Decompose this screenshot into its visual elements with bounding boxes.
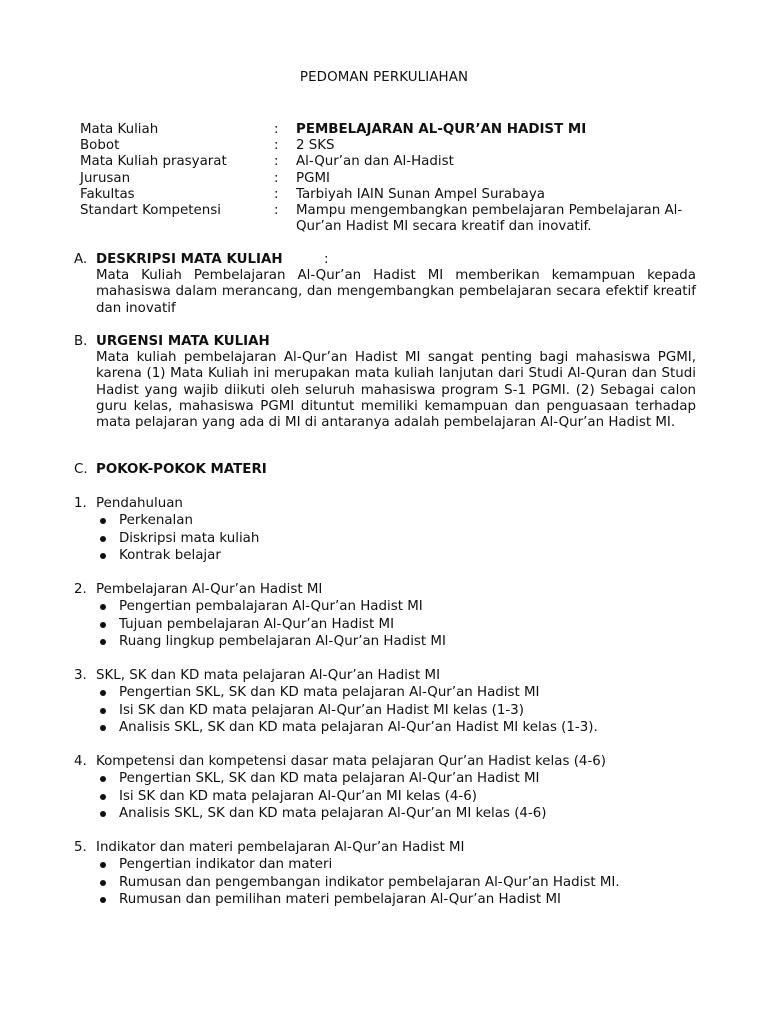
topic-bullet-list bbox=[96, 856, 620, 908]
bullet-icon bbox=[100, 639, 106, 645]
list-item bbox=[96, 633, 446, 650]
meta-value: PEMBELAJARAN AL-QUR’AN HADIST MI bbox=[296, 122, 587, 137]
meta-row-mata-kuliah bbox=[80, 122, 720, 138]
bullet-icon bbox=[100, 518, 106, 524]
list-item-text: Rumusan dan pemilihan materi pembelajaran Al-Qur’an Hadist MI bbox=[119, 892, 561, 908]
meta-row-standart-kompetensi bbox=[80, 202, 720, 235]
list-item bbox=[96, 770, 547, 787]
meta-label: Bobot bbox=[80, 138, 120, 154]
section-body: Mata Kuliah Pembelajaran Al-Qur’an Hadist MI memberikan kemampuan kepada mahasiswa dalam merancang, dan mengembangkan pembelajaran secara efektif kreatif dan inovatif bbox=[96, 268, 696, 316]
list-item bbox=[96, 598, 446, 615]
list-item-text: Rumusan dan pengembangan indikator pembelajaran Al-Qur’an Hadist MI. bbox=[119, 874, 620, 890]
meta-value: Al-Qur’an dan Al-Hadist bbox=[296, 154, 454, 170]
list-item-text: Pengertian SKL, SK dan KD mata pelajaran Al-Qur’an Hadist MI bbox=[119, 685, 540, 701]
list-item bbox=[96, 684, 598, 701]
bullet-icon bbox=[100, 536, 106, 542]
list-item-text: Perkenalan bbox=[119, 513, 193, 529]
topic-title: Kompetensi dan kompetensi dasar mata pelajaran Qur’an Hadist kelas (4-6) bbox=[96, 754, 607, 769]
list-item-text: Tujuan pembelajaran Al-Qur’an Hadist MI bbox=[119, 616, 395, 632]
list-item-text: Kontrak belajar bbox=[119, 548, 221, 564]
list-item bbox=[96, 702, 598, 719]
topic-title: Indikator dan materi pembelajaran Al-Qur’an Hadist MI bbox=[96, 840, 465, 855]
meta-colon: : bbox=[274, 122, 279, 137]
section-heading: DESKRIPSI MATA KULIAH bbox=[96, 252, 283, 267]
section-colon: : bbox=[324, 252, 329, 267]
list-item-text: Diskripsi mata kuliah bbox=[119, 530, 260, 546]
meta-label: Fakultas bbox=[80, 186, 135, 202]
list-item-text: Isi SK dan KD mata pelajaran Al-Qur’an Hadist MI kelas (1-3) bbox=[119, 702, 524, 718]
bullet-icon bbox=[100, 708, 106, 714]
list-item bbox=[96, 805, 547, 822]
meta-value: Mampu mengembangkan pembelajaran Pembelajaran Al-Qur’an Hadist MI secara kreatif dan inovatif. bbox=[296, 202, 683, 235]
list-item bbox=[96, 856, 620, 873]
meta-value: 2 SKS bbox=[296, 138, 335, 154]
list-item bbox=[96, 616, 446, 633]
topic-title: Pendahuluan bbox=[96, 496, 183, 511]
meta-colon: : bbox=[274, 170, 279, 186]
topic-number: 1. bbox=[74, 496, 87, 511]
list-item bbox=[96, 788, 547, 805]
list-item-text: Analisis SKL, SK dan KD mata pelajaran Al-Qur’an MI kelas (4-6) bbox=[119, 806, 547, 822]
list-item-text: Pengertian SKL, SK dan KD mata pelajaran Al-Qur’an Hadist MI bbox=[119, 771, 540, 787]
meta-row-fakultas bbox=[80, 187, 720, 203]
topic-number: 2. bbox=[74, 582, 87, 597]
topic-bullet-list bbox=[96, 770, 547, 822]
meta-value: PGMI bbox=[296, 170, 330, 186]
list-item bbox=[96, 512, 259, 529]
section-body: Mata kuliah pembelajaran Al-Qur’an Hadist MI sangat penting bagi mahasiswa PGMI, karena (1) Mata Kuliah ini merupakan mata kuliah lanjutan dari Studi Al-Quran dan Studi Hadist yang wajib diikuti oleh seluruh mahasiswa program S-1 PGMI. (2) Sebagai calon guru kelas, mahasiswa PGMI dituntut memiliki kemampuan dan penguasaan terhadap mata pelajaran yang ada di MI di antaranya adalah pembelajaran Al-Qur’an Hadist MI. bbox=[96, 350, 696, 430]
bullet-icon bbox=[100, 690, 106, 696]
bullet-icon bbox=[100, 553, 106, 559]
bullet-icon bbox=[100, 862, 106, 868]
section-heading: POKOK-POKOK MATERI bbox=[96, 462, 267, 477]
meta-value: Tarbiyah IAIN Sunan Ampel Surabaya bbox=[296, 186, 545, 202]
list-item bbox=[96, 530, 259, 547]
topic-number: 3. bbox=[74, 668, 87, 683]
list-item bbox=[96, 719, 598, 736]
topic-number: 5. bbox=[74, 840, 87, 855]
meta-row-jurusan bbox=[80, 171, 720, 187]
list-item bbox=[96, 891, 620, 908]
section-letter: B. bbox=[74, 334, 88, 349]
meta-row-prasyarat bbox=[80, 154, 720, 170]
meta-row-bobot bbox=[80, 138, 720, 154]
list-item-text: Pengertian indikator dan materi bbox=[119, 857, 333, 873]
meta-label: Jurusan bbox=[80, 170, 131, 186]
bullet-icon bbox=[100, 725, 106, 731]
bullet-icon bbox=[100, 794, 106, 800]
topic-title: Pembelajaran Al-Qur’an Hadist MI bbox=[96, 582, 323, 597]
meta-colon: : bbox=[274, 154, 279, 170]
bullet-icon bbox=[100, 897, 106, 903]
course-info-table bbox=[80, 122, 720, 235]
document-title: PEDOMAN PERKULIAHAN bbox=[299, 70, 469, 85]
list-item-text: Analisis SKL, SK dan KD mata pelajaran Al-Qur’an Hadist MI kelas (1-3). bbox=[119, 720, 598, 736]
topic-bullet-list bbox=[96, 598, 446, 650]
list-item bbox=[96, 547, 259, 564]
meta-label: Mata Kuliah bbox=[80, 122, 159, 137]
section-heading: URGENSI MATA KULIAH bbox=[96, 334, 270, 349]
bullet-icon bbox=[100, 811, 106, 817]
bullet-icon bbox=[100, 604, 106, 610]
list-item bbox=[96, 874, 620, 891]
bullet-icon bbox=[100, 776, 106, 782]
topic-bullet-list bbox=[96, 512, 259, 564]
section-letter: C. bbox=[74, 462, 88, 477]
section-letter: A. bbox=[74, 252, 88, 267]
meta-colon: : bbox=[274, 186, 279, 202]
list-item-text: Ruang lingkup pembelajaran Al-Qur’an Hadist MI bbox=[119, 634, 446, 650]
meta-colon: : bbox=[274, 138, 279, 154]
meta-label: Standart Kompetensi bbox=[80, 202, 221, 218]
bullet-icon bbox=[100, 622, 106, 628]
meta-label: Mata Kuliah prasyarat bbox=[80, 154, 227, 170]
topic-title: SKL, SK dan KD mata pelajaran Al-Qur’an Hadist MI bbox=[96, 668, 441, 683]
list-item-text: Isi SK dan KD mata pelajaran Al-Qur’an MI kelas (4-6) bbox=[119, 788, 477, 804]
topic-bullet-list bbox=[96, 684, 598, 736]
list-item-text: Pengertian pembalajaran Al-Qur’an Hadist MI bbox=[119, 599, 423, 615]
topic-number: 4. bbox=[74, 754, 87, 769]
bullet-icon bbox=[100, 880, 106, 886]
meta-colon: : bbox=[274, 202, 279, 218]
